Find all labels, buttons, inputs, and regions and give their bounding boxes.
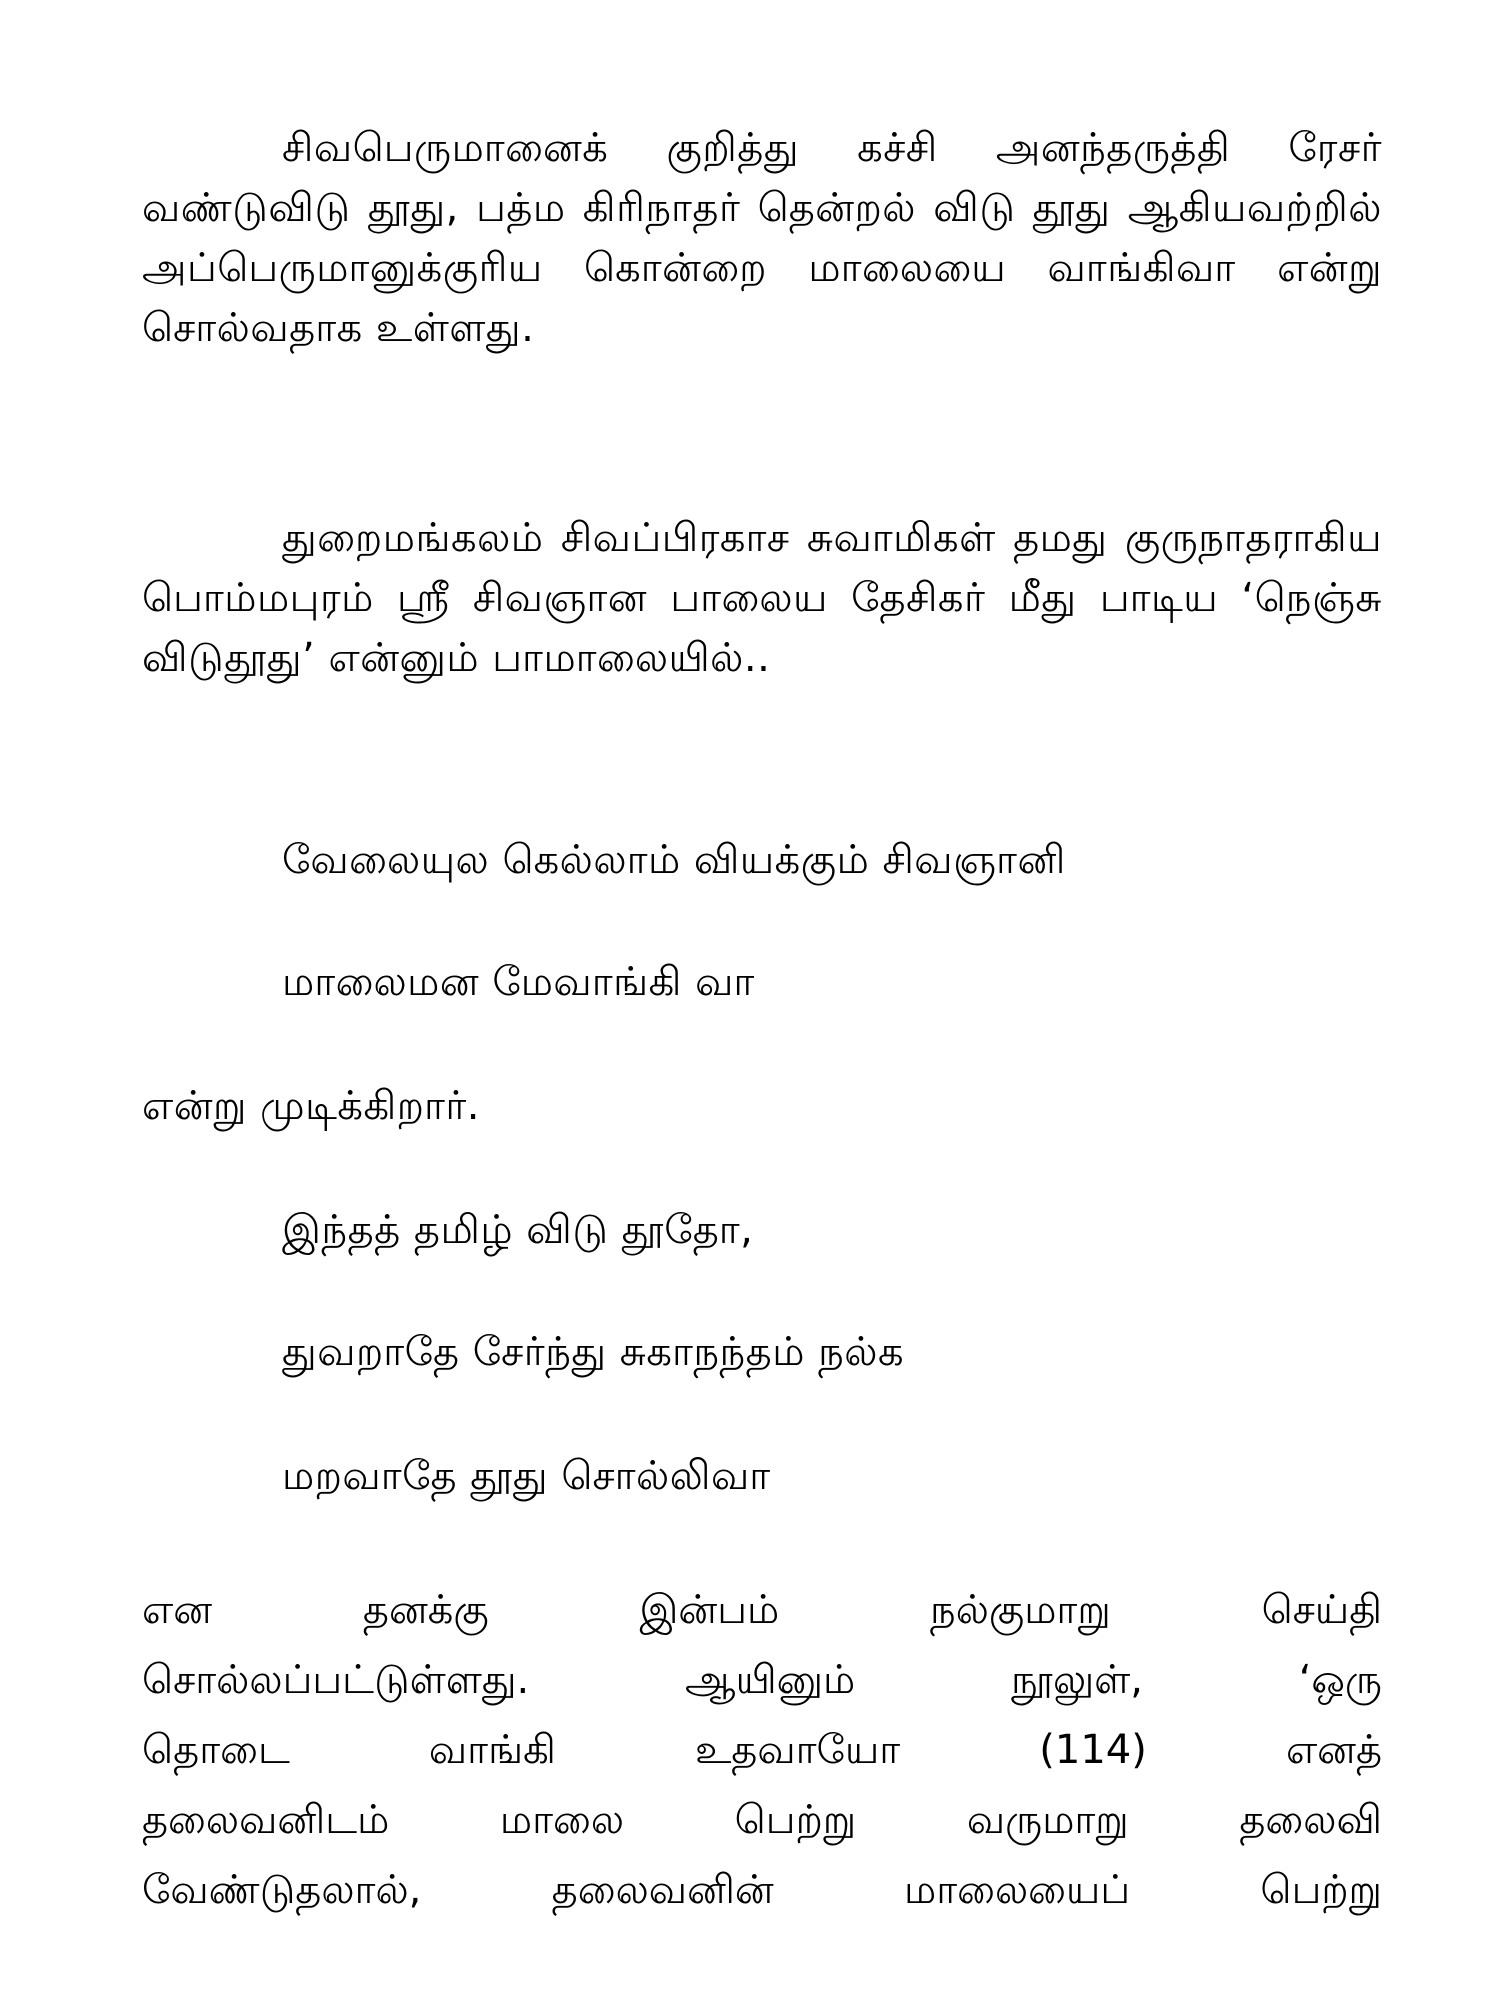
paragraph-4-line-1: என தனக்கு இன்பம் நல்குமாறு செய்தி: [142, 1587, 1382, 1633]
paragraph-1: சிவபெருமானைக் குறித்து கச்சி அனந்தருத்தி ரேசர் வண்டுவிடு தூது, பத்ம கிரிநாதர் தென்றல் விடு தூது ஆகியவற்றில் அப்பெருமானுக்குரிய கொன்றை மாலையை வாங்கிவா என்று சொல்வதாக உள்ளது.: [142, 125, 1382, 351]
verse-1-line-2: மாலைமன மேவாங்கி வா: [282, 959, 755, 1005]
paragraph-4-line-3: தொடை வாங்கி உதவாயோ (114) எனத்: [142, 1727, 1382, 1773]
paragraph-4-line-2: சொல்லப்பட்டுள்ளது. ஆயினும் நூலுள், ‘ஒரு: [142, 1657, 1382, 1703]
paragraph-3: என்று முடிக்கிறார்.: [142, 1083, 480, 1129]
paragraph-4-line-5: வேண்டுதலால், தலைவனின் மாலையைப் பெற்று: [142, 1867, 1382, 1913]
verse-2-line-3: மறவாதே தூது சொல்லிவா: [282, 1453, 771, 1499]
verse-2-line-1: இந்தத் தமிழ் விடு தூதோ,: [282, 1207, 754, 1253]
paragraph-2: துறைமங்கலம் சிவப்பிரகாச சுவாமிகள் தமது குருநாதராகிய பொம்மபுரம் ஸ்ரீ சிவஞான பாலைய தேசிகர் மீது பாடிய ‘நெஞ்சு விடுதூது’ என்னும் பாமாலையில்..: [142, 515, 1382, 681]
verse-2-line-2: துவறாதே சேர்ந்து சுகாநந்தம் நல்க: [282, 1329, 905, 1375]
paragraph-4-line-4: தலைவனிடம் மாலை பெற்று வருமாறு தலைவி: [142, 1797, 1382, 1843]
verse-1-line-1: வேலையுல கெல்லாம் வியக்கும் சிவஞானி: [282, 837, 1066, 883]
